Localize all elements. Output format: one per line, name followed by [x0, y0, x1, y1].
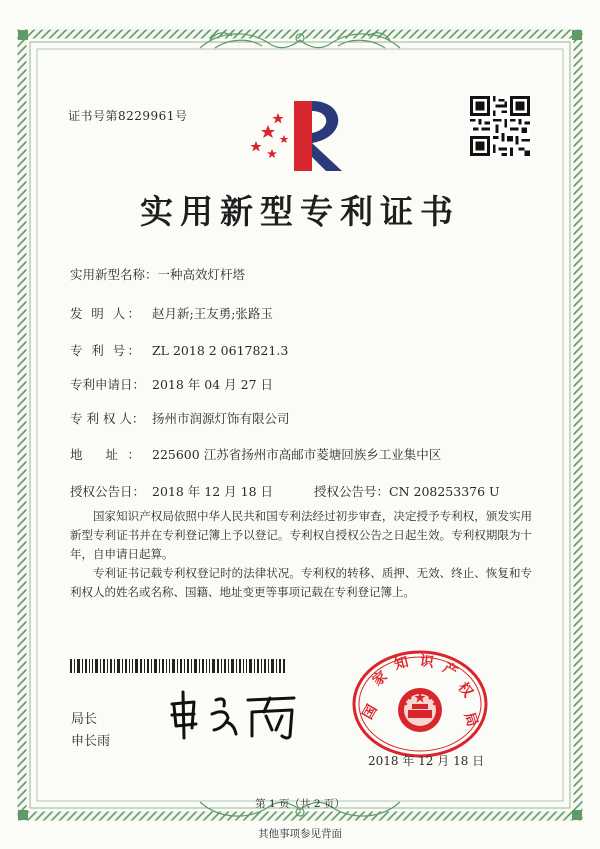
field-label: 实用新型名称： [70, 267, 158, 282]
svg-text:国: 国 [359, 702, 381, 723]
svg-text:权: 权 [454, 679, 476, 701]
field-value: 赵月新;王友勇;张路玉 [152, 306, 273, 321]
field-label: 地 址： [70, 447, 140, 462]
field-label: 授权公告日： [70, 484, 146, 499]
page-number: 第 1 页（共 2 页） [255, 798, 345, 810]
field-address [70, 445, 441, 463]
certificate-number: 证书号第8229961号 [68, 109, 188, 123]
field-utility-model-name [70, 265, 245, 283]
director-name: 申长雨 [71, 734, 111, 749]
official-seal [350, 648, 490, 758]
field-value: 一种高效灯杆塔 [157, 267, 246, 282]
field-value: 2018 年 04 月 27 日 [152, 377, 273, 392]
svg-text:局: 局 [460, 710, 481, 729]
field-label: 授权公告号： [314, 484, 390, 499]
svg-text:家: 家 [369, 668, 391, 690]
field-label: 发 明 人： [70, 306, 140, 321]
field-value: 225600 江苏省扬州市高邮市菱塘回族乡工业集中区 [152, 447, 442, 462]
svg-text:识: 识 [418, 653, 435, 672]
barcode [70, 659, 285, 673]
field-value: CN 208253376 U [389, 484, 500, 499]
field-filing-date [70, 375, 273, 393]
svg-text:知: 知 [392, 654, 411, 674]
field-label: 专 利 权 人： [70, 411, 145, 426]
field-grant-date [70, 482, 273, 500]
legal-status-paragraph: 专利证书记载专利权登记时的法律状况。专利权的转移、质押、无效、终止、恢复和专利权人的姓名或名称、国籍、地址变更等事项记载在专利登记簿上。 [70, 566, 532, 599]
director-signature [166, 686, 306, 741]
seal-date: 2018 年 12 月 18 日 [368, 754, 485, 768]
field-patent-number [70, 341, 288, 359]
footnote: 其他事项参见背面 [258, 828, 342, 840]
cnipa-logo [246, 97, 356, 175]
certificate-title: 实用新型专利证书 [140, 192, 460, 231]
qr-code [470, 96, 530, 156]
field-value: ZL 2018 2 0617821.3 [152, 343, 289, 358]
field-inventor [70, 304, 273, 322]
field-label: 专 利 号： [70, 343, 140, 358]
grant-statement-paragraph: 国家知识产权局依照中华人民共和国专利法经过初步审查，决定授予专利权，颁发实用新型专利证书并在专利登记簿上予以登记。专利权自授权公告之日起生效。专利权期限为十年，自申请日起算。 [70, 509, 532, 561]
field-publication-number [314, 482, 500, 500]
director-title: 局长 [71, 712, 98, 727]
svg-text:产: 产 [439, 659, 460, 681]
field-patentee [70, 409, 290, 427]
field-value: 2018 年 12 月 18 日 [152, 484, 273, 499]
field-label: 专利申请日： [70, 377, 146, 392]
field-value: 扬州市润源灯饰有限公司 [152, 411, 290, 426]
